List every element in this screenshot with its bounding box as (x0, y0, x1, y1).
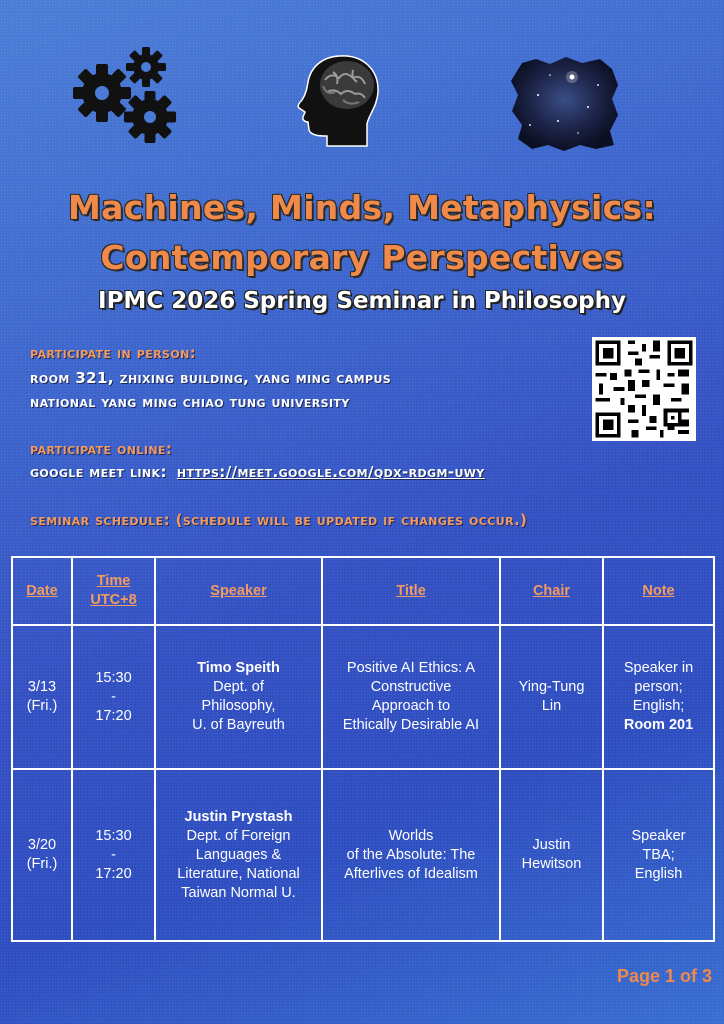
chair-line: Ying-Tung (518, 679, 585, 695)
qr-code-icon[interactable] (592, 337, 696, 441)
schedule-heading: seminar schedule: (schedule will be updated if changes occur.) (30, 511, 528, 529)
gears-icon (70, 45, 180, 150)
affiliation-line: Dept. of Foreign (186, 827, 291, 844)
time-cell (72, 769, 155, 941)
time-cell (72, 625, 155, 769)
table-row (12, 625, 714, 769)
title-cell (322, 625, 500, 769)
title-cell (322, 769, 500, 941)
title-line-1: Machines, Minds, Metaphysics: (68, 188, 656, 227)
chair-line: Lin (541, 698, 562, 714)
note-cell (603, 769, 714, 941)
note-line: English (634, 865, 683, 882)
note-line: TBA; (642, 846, 675, 863)
table-header-row (12, 557, 714, 625)
affiliation-line: Philosophy, (201, 698, 276, 714)
talk-title-line: Worlds (388, 827, 434, 844)
meet-link-label: google meet link: (30, 463, 167, 481)
end-time: 17:20 (95, 707, 132, 724)
online-heading: participate online: (30, 440, 173, 458)
day-text: (Fri.) (26, 698, 58, 714)
end-time: 17:20 (95, 865, 132, 882)
speaker-cell (155, 769, 322, 941)
affiliation-line: U. of Bayreuth (192, 717, 285, 733)
title-line-2: Contemporary Perspectives (100, 238, 624, 277)
note-line: English; (632, 698, 685, 714)
time-separator: - (111, 846, 116, 863)
speaker-name: Timo Speith (197, 660, 280, 676)
page-indicator: Page 1 of 3 (616, 966, 712, 986)
chair-line: Justin (532, 837, 571, 853)
online-line (30, 463, 485, 481)
column-header-date: Date (12, 557, 72, 625)
chair-line: Hewitson (521, 856, 582, 872)
talk-title-line: Positive AI Ethics: A (346, 660, 476, 676)
brain-head-icon (293, 52, 383, 148)
date-cell (12, 769, 72, 941)
talk-title-line: Afterlives of Idealism (344, 865, 478, 882)
chair-cell (500, 625, 603, 769)
column-header-chair: Chair (500, 557, 603, 625)
meet-link[interactable]: https://meet.google.com/qdx-rdgm-uwy (176, 463, 485, 481)
talk-title-line: Constructive (370, 679, 452, 695)
note-cell (603, 625, 714, 769)
time-header-label: Time (96, 573, 131, 589)
speaker-cell (155, 625, 322, 769)
date-cell (12, 625, 72, 769)
timezone-header-label: UTC+8 (90, 592, 137, 608)
date-text: 3/13 (27, 679, 57, 695)
affiliation-line: Taiwan Normal U. (181, 884, 296, 901)
seminar-subtitle: IPMC 2026 Spring Seminar in Philosophy (98, 288, 626, 314)
chair-cell (500, 769, 603, 941)
table-row (12, 769, 714, 941)
time-separator: - (111, 688, 116, 705)
talk-title-line: Ethically Desirable AI (342, 717, 480, 733)
venue-line-2: national yang ming chiao tung university (30, 393, 350, 411)
affiliation-line: Languages & (195, 846, 282, 863)
date-text: 3/20 (27, 837, 57, 853)
note-line: Speaker in (623, 660, 694, 676)
column-header-note: Note (603, 557, 714, 625)
start-time: 15:30 (95, 669, 132, 686)
in-person-heading: participate in person: (30, 344, 197, 362)
talk-title-line: Approach to (371, 698, 451, 714)
affiliation-line: Dept. of (213, 679, 264, 695)
venue-line-1: room 321, zhixing building, yang ming campus (30, 369, 392, 387)
schedule-table (11, 556, 715, 942)
note-room: Room 201 (623, 717, 694, 733)
start-time: 15:30 (95, 827, 132, 844)
note-line: Speaker (631, 827, 686, 844)
affiliation-line: Literature, National (177, 865, 300, 882)
column-header-title: Title (322, 557, 500, 625)
column-header-speaker: Speaker (155, 557, 322, 625)
talk-title-line: of the Absolute: The (346, 846, 476, 863)
day-text: (Fri.) (26, 856, 58, 872)
column-header-time (72, 557, 155, 625)
note-line: person; (634, 679, 683, 695)
speaker-name: Justin Prystash (184, 808, 293, 825)
galaxy-icon (508, 55, 620, 153)
